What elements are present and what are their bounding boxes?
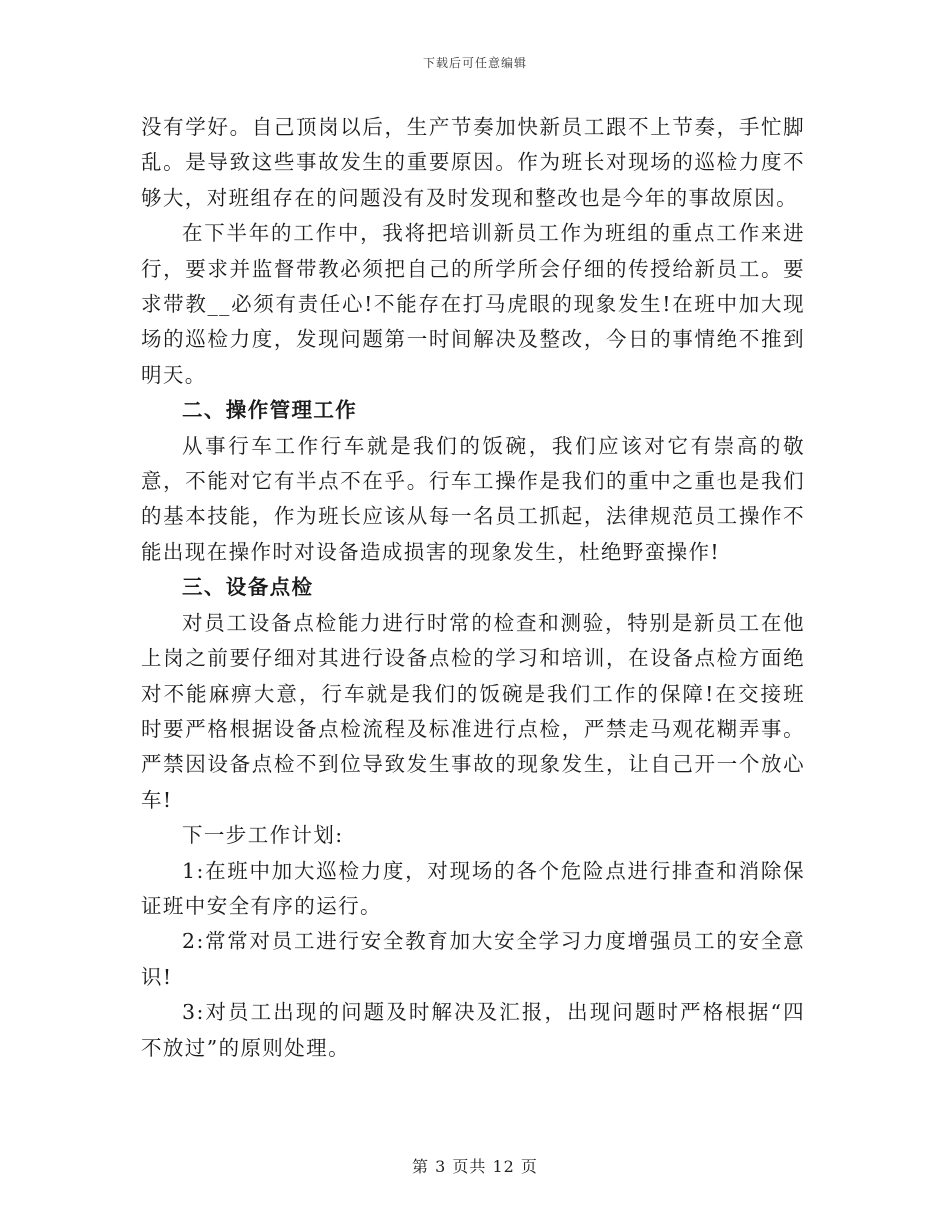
section-heading-equipment-inspection: 三、设备点检 bbox=[182, 575, 314, 600]
paragraph-operation-management: 从事行车工作行车就是我们的饭碗，我们应该对它有崇高的敬意，不能对它有半点不在乎。行车工操作是我们的重中之重也是我们的基本技能，作为班长应该从每一名员工抓起，法律规范员工操作不能出现在操作时对设备造成损害的现象发生，杜绝野蛮操作! bbox=[141, 433, 805, 564]
paragraph-continuation: 没有学好。自己顶岗以后，生产节奏加快新员工跟不上节奏，手忙脚乱。是导致这些事故发生的重要原因。作为班长对现场的巡检力度不够大，对班组存在的问题没有及时发现和整改也是今年的事故原因。 bbox=[141, 115, 805, 210]
plan-item-1: 1:在班中加大巡检力度，对现场的各个危险点进行排查和消除保证班中安全有序的运行。 bbox=[141, 858, 805, 918]
plan-item-3: 3:对员工出现的问题及时解决及汇报，出现问题时严格根据“四不放过”的原则处理。 bbox=[141, 1000, 805, 1060]
plan-title: 下一步工作计划: bbox=[182, 823, 344, 848]
paragraph-equipment-inspection: 对员工设备点检能力进行时常的检查和测验，特别是新员工在他上岗之前要仔细对其进行设备点检的学习和培训，在设备点检方面绝对不能麻痹大意，行车就是我们的饭碗是我们工作的保障!在交接班时要严格根据设备点检流程及标准进行点检，严禁走马观花糊弄事。严禁因设备点检不到位导致发生事故的现象发生，让自己开一个放心车! bbox=[141, 610, 805, 812]
plan-item-2: 2:常常对员工进行安全教育加大安全学习力度增强员工的安全意识! bbox=[141, 929, 805, 989]
paragraph-second-half-plan: 在下半年的工作中，我将把培训新员工作为班组的重点工作来进行，要求并监督带教必须把自己的所学所会仔细的传授给新员工。要求带教__必须有责任心!不能存在打马虎眼的现象发生!在班中加大现场的巡检力度，发现问题第一时间解决及整改，今日的事情绝不推到明天。 bbox=[141, 221, 805, 387]
page-number: 第 3 页共 12 页 bbox=[412, 1157, 538, 1176]
section-heading-operation-management: 二、操作管理工作 bbox=[182, 398, 358, 423]
page-header-note: 下载后可任意编辑 bbox=[422, 56, 527, 70]
document-body bbox=[141, 110, 805, 1066]
